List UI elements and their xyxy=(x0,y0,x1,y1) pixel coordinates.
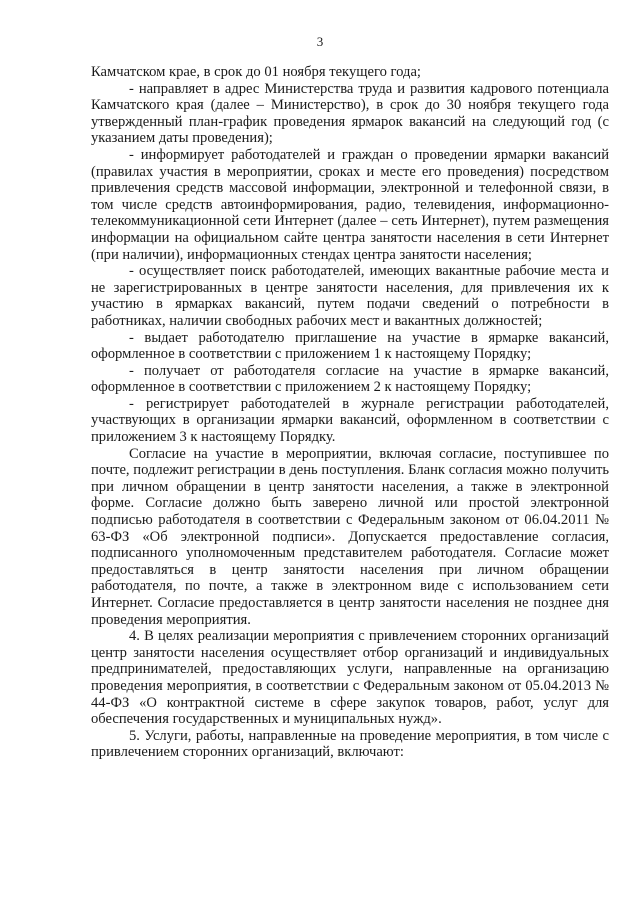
paragraph-ministry-report: - направляет в адрес Министерства труда и развития кадрового потенциала Камчатского края (далее – Министерство), в срок до 30 ноября текущего года утвержденный план-график проведения ярмарок вакансий на следующий год (с указанием даты проведения); xyxy=(91,80,609,147)
paragraph-employer-search: - осуществляет поиск работодателей, имеющих вакантные рабочие места и не зарегистрированных в центре занятости населения, для привлечения их к участию в ярмарках вакансий, путем подачи сведений о потребности в работниках, наличии свободных рабочих мест и вакантных должностей; xyxy=(91,263,609,329)
paragraph-registration: - регистрирует работодателей в журнале регистрации работодателей, участвующих в организации ярмарки вакансий, оформленном в соответствии с приложением 3 к настоящему Порядку. xyxy=(91,395,609,446)
page-number: 3 xyxy=(316,34,324,49)
document-body xyxy=(91,64,609,761)
paragraph-informing: - информирует работодателей и граждан о проведении ярмарки вакансий (правилах участия в мероприятии, сроках и месте его проведения) посредством привлечения средств массовой информации, электронной и телефонной связи, в том числе средств автоинформирования, радио, телевидения, информационно-телекоммуникационной сети Интернет (далее – сеть Интернет), путем размещения информации на официальном сайте центра занятости населения в сети Интернет (при наличии), информационных стендах центра занятости населения; xyxy=(91,146,609,263)
paragraph-invitation: - выдает работодателю приглашение на участие в ярмарке вакансий, оформленное в соответствии с приложением 1 к настоящему Порядку; xyxy=(91,329,609,363)
paragraph-continuation: Камчатском крае, в срок до 01 ноября текущего года; xyxy=(91,64,421,80)
paragraph-consent-rules: Согласие на участие в мероприятии, включая согласие, поступившее по почте, подлежит регистрации в день поступления. Бланк согласия можно получить при личном обращении в центр занятости населения, а также в электронной форме. Согласие должно быть заверено личной или простой электронной подписью работодателя в соответствии с Федеральным законом от 06.04.2011 № 63-ФЗ «Об электронной подписи». Допускается предоставление согласия, подписанного уполномоченным представителем работодателя. Согласие может предоставляться в центр занятости населения при личном обращении работодателя, по почте, а также в электронном виде с использованием сети Интернет. Согласие предоставляется в центр занятости населения не позднее дня проведения мероприятия. xyxy=(91,445,609,628)
paragraph-item-4: 4. В целях реализации мероприятия с привлечением сторонних организаций центр занятости населения осуществляет отбор организаций и индивидуальных предпринимателей, предоставляющих услуги, направленные на организацию проведения мероприятия, в соответствии с Федеральным законом от 05.04.2013 № 44-ФЗ «О контрактной системе в сфере закупок товаров, работ, услуг для обеспечения государственных и муниципальных нужд». xyxy=(91,628,609,728)
paragraph-item-5: 5. Услуги, работы, направленные на проведение мероприятия, в том числе с привлечением сторонних организаций, включают: xyxy=(91,727,609,761)
paragraph-consent-receipt: - получает от работодателя согласие на участие в ярмарке вакансий, оформленное в соответствии с приложением 2 к настоящему Порядку; xyxy=(91,362,609,396)
